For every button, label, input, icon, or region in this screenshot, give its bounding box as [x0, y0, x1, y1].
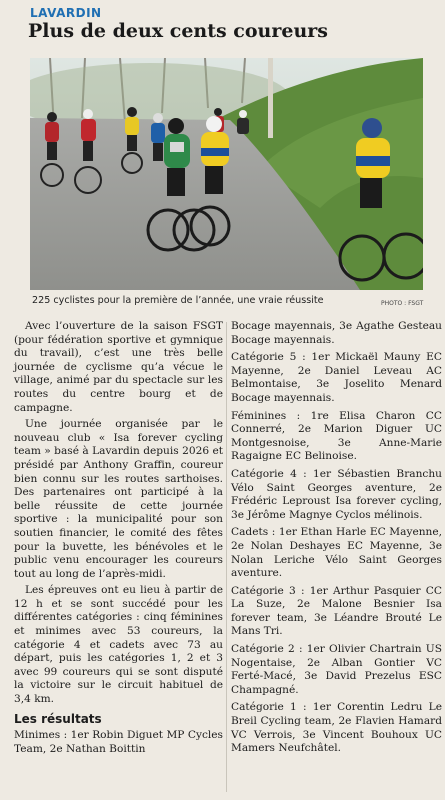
results-entry: Cadets : 1er Ethan Harle EC Mayenne, 2e Nolan Deshayes EC Mayenne, 3e Nolan Leriche Vélo Saint Georges aventure.: [231, 526, 442, 580]
results-entry: Féminines : 1re Elisa Charon CC Connerré, 2e Marion Diguer UC Montgesnoise, 3e Anne-Marie Ragaigne EC Belinoise.: [231, 409, 442, 463]
results-entry: Bocage mayennais, 3e Agathe Gesteau Bocage mayennais.: [231, 320, 442, 346]
results-entry: Catégorie 3 : 1er Arthur Pasquier CC La Suze, 2e Malone Besnier Isa forever team, 3e Léandre Brouté Le Mans Tri.: [231, 584, 442, 638]
results-entry: Catégorie 5 : 1er Mickaël Mauny EC Mayenne, 2e Daniel Leveau AC Belmontaise, 3e Joselito Menard Bocage mayennais.: [231, 351, 442, 404]
column-divider: [226, 322, 227, 792]
results-minimes: Minimes : 1er Robin Diguet MP Cycles Team, 2e Nathan Boittin: [14, 729, 223, 755]
results-entry: Catégorie 4 : 1er Sébastien Branchu Vélo Saint Georges aventure, 2e Frédéric Leproust Isa forever cycling, 3e Jérôme Magnye Cyclos mélinois.: [231, 467, 442, 521]
photo-credit: PHOTO : FSGT: [381, 300, 424, 307]
body-column-left: [14, 320, 223, 759]
results-entry: Catégorie 1 : 1er Corentin Ledru Le Breil Cycling team, 2e Flavien Hamard VC Verrois, 3e Vincent Bouhoux UC Mamers Neufchâtel.: [231, 701, 442, 755]
body-column-right: [231, 320, 442, 760]
body-paragraph: Une journée organisée par le nouveau club « Isa forever cycling team » basé à Lavardin depuis 2026 et présidé par Anthony Graffin, coureur bien connu sur les routes sarthoises. Des partenaires ont participé à la belle réussite de cette journée sportive : la municipalité pour son soutien financier, le comité des fêtes pour la buvette, les bénévoles et le public venu encourager les coureurs tout au long de l’après-midi.: [14, 418, 223, 580]
body-paragraph: Les épreuves ont eu lieu à partir de 12 h et se sont succédé pour les différentes catégories : cinq féminines et minimes avec 53 coureurs, la catégorie 4 et cadets avec 73 au départ, puis les catégories 1, 2 et 3 avec 99 coureurs qui se sont disputé la victoire sur le circuit habituel de 3,4 km.: [14, 584, 223, 706]
body-paragraph: Avec l’ouverture de la saison FSGT (pour fédération sportive et gymnique du travail), c’est une très belle journée de cyclisme qu’a vécue le village, animé par du spectacle sur les routes du centre bourg et de campagne.: [14, 320, 223, 414]
results-entry: Catégorie 2 : 1er Olivier Chartrain US Nogentaise, 2e Alban Gontier VC Ferté-Macé, 3e David Prezelus ESC Champagné.: [231, 643, 442, 696]
results-heading: Les résultats: [14, 711, 102, 726]
headline: Plus de deux cents coureurs: [28, 20, 328, 42]
race-photo: [30, 58, 423, 290]
photo-caption: 225 cyclistes pour la première de l’année, une vraie réussite: [32, 295, 324, 306]
section-label: LAVARDIN: [30, 6, 102, 20]
